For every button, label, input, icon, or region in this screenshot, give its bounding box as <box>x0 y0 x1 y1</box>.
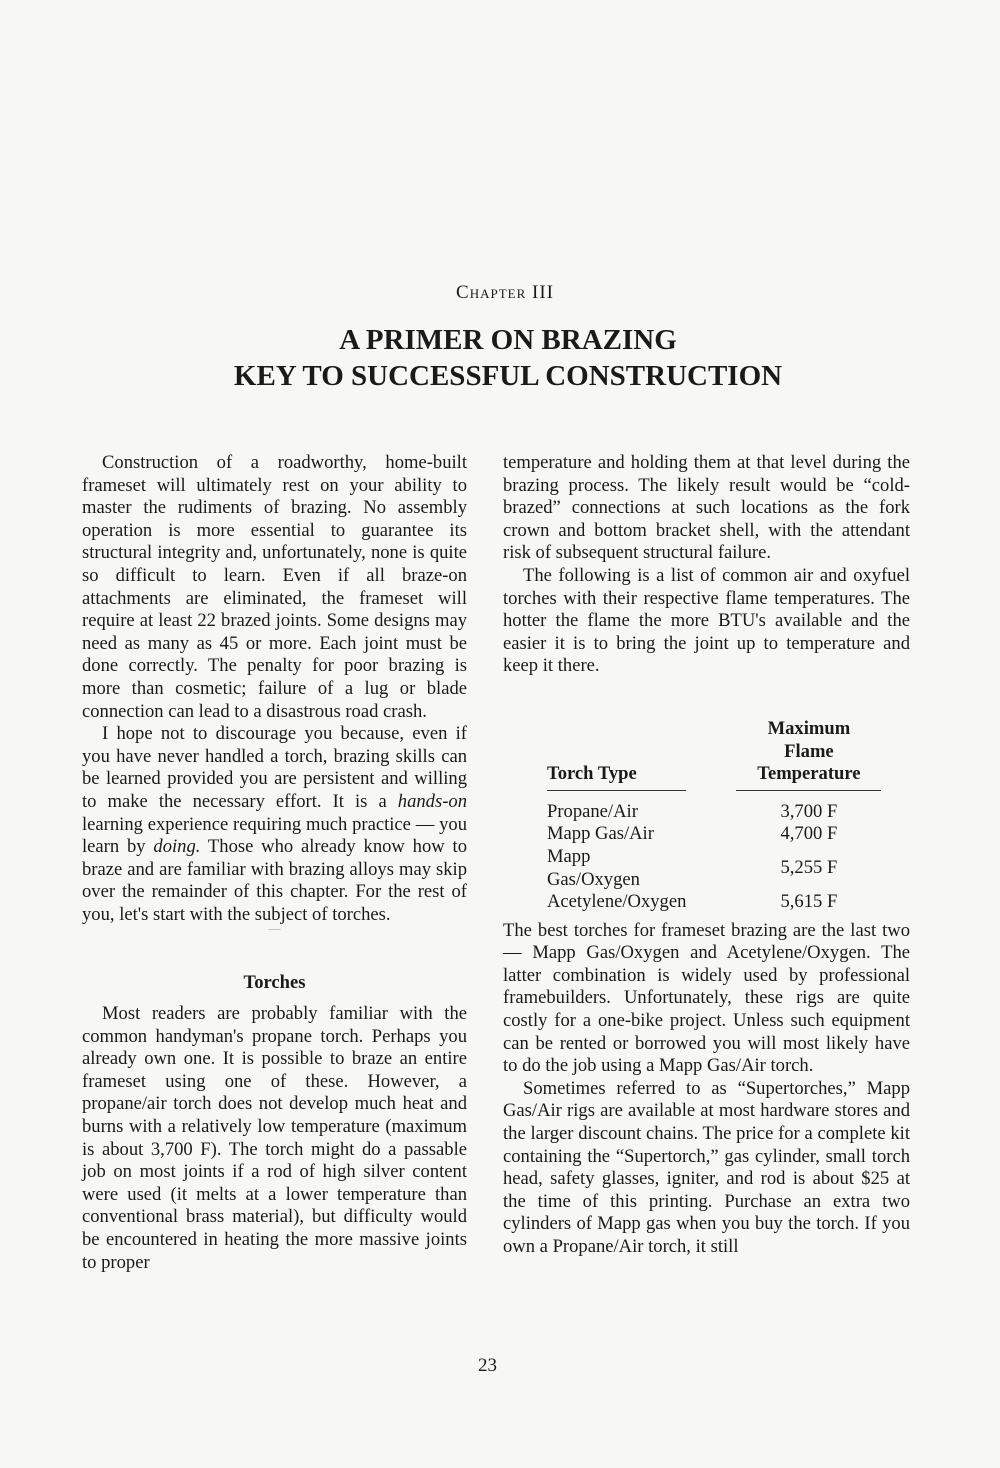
emphasis: hands-on <box>397 790 467 812</box>
paragraph: Construction of a roadworthy, home-built frameset will ultimately rest on your ability to master the rudiments of brazing. No assembly operation is more essential to guarantee its structural integrity and, unfortunately, none is quite so difficult to learn. Even if all braze-on attachments are eliminated, the frameset will require at least 22 brazed joints. Some designs may need as many as 45 or more. Each joint must be done correctly. The penalty for poor brazing is more than cosmetic; failure of a lug or blade connection can lead to a disastrous road crash. <box>82 452 467 722</box>
chapter-label: Chapter III <box>456 282 554 303</box>
temperature-cell: 5,615 F <box>780 891 838 913</box>
stray-mark: — <box>268 921 281 936</box>
header-torch-type: Torch Type <box>547 718 686 790</box>
section-heading: Torches <box>243 972 306 994</box>
paragraph: I hope not to discourage you because, even if you have never handled a torch, brazing skills can be learned provided you are persistent and willing to make the necessary effort. It is a hands-on learning experience requiring much practice — you learn by doing. Those who already know how to braze and are familiar with brazing alloys may skip over the remainder of this chapter. For the rest of you, let's start with the subject of torches. <box>82 723 467 925</box>
paragraph: temperature and holding them at that level during the brazing process. The likely result would be “cold-brazed” connections at such locations as the fork crown and bottom bracket shell, with the attendant risk of subsequent structural failure. <box>503 452 910 564</box>
temperature-cell: 4,700 F <box>780 823 838 845</box>
table-row <box>547 823 881 846</box>
torch-type-cell: Acetylene/Oxygen <box>547 891 687 913</box>
paragraph: Most readers are probably familiar with the common handyman's propane torch. Perhaps you already own one. It is possible to braze an entire frameset using one of these. However, a propane/air torch does not develop much heat and burns with a relatively low temperature (maximum is about 3,700 F). The torch might do a passable job on most joints if a rod of high silver content were used (it melts at a lower temperature than conventional brass material), but difficulty would be encountered in heating the more massive joints to proper <box>82 1003 467 1273</box>
chapter-title-line-1: A PRIMER ON BRAZING <box>339 324 677 356</box>
page-number: 23 <box>478 1355 497 1376</box>
emphasis: doing. <box>153 836 201 858</box>
left-column <box>82 452 467 1274</box>
table-row <box>547 846 881 891</box>
torch-type-cell: Mapp Gas/Oxygen <box>547 845 640 890</box>
temperature-cell: 3,700 F <box>780 800 838 822</box>
right-column <box>503 452 910 1259</box>
torch-temperature-table <box>547 718 881 914</box>
paragraph: Sometimes referred to as “Supertorches,” Mapp Gas/Air rigs are available at most hardware stores and the larger discount chains. The price for a complete kit containing the “Supertorch,” gas cylinder, small torch head, safety glasses, igniter, and rod is about $25 at the time of this printing. Purchase an extra two cylinders of Mapp gas when you buy the torch. If you own a Propane/Air torch, it still <box>503 1077 910 1257</box>
torch-type-cell: Propane/Air <box>547 800 638 822</box>
table-row <box>547 891 881 914</box>
table-row <box>547 790 881 823</box>
paragraph: The best torches for frameset brazing are the last two — Mapp Gas/Oxygen and Acetylene/Oxygen. The latter combination is widely used by professional framebuilders. Unfortunately, these rigs are quite costly for a one-bike project. Unless such equipment can be rented or borrowed you will most likely have to do the job using a Mapp Gas/Air torch. <box>503 919 910 1077</box>
paragraph: The following is a list of common air and oxyfuel torches with their respective flame temperatures. The hotter the flame the more BTU's available and the easier it is to bring the joint up to temperature and keep it there. <box>503 564 910 677</box>
torch-type-cell: Mapp Gas/Air <box>547 823 654 845</box>
temperature-cell: 5,255 F <box>780 857 838 879</box>
chapter-title-line-2: KEY TO SUCCESSFUL CONSTRUCTION <box>233 360 783 392</box>
chapter-title <box>0 322 1000 394</box>
header-max-flame-temperature: Maximum Flame Temperature <box>736 718 881 790</box>
